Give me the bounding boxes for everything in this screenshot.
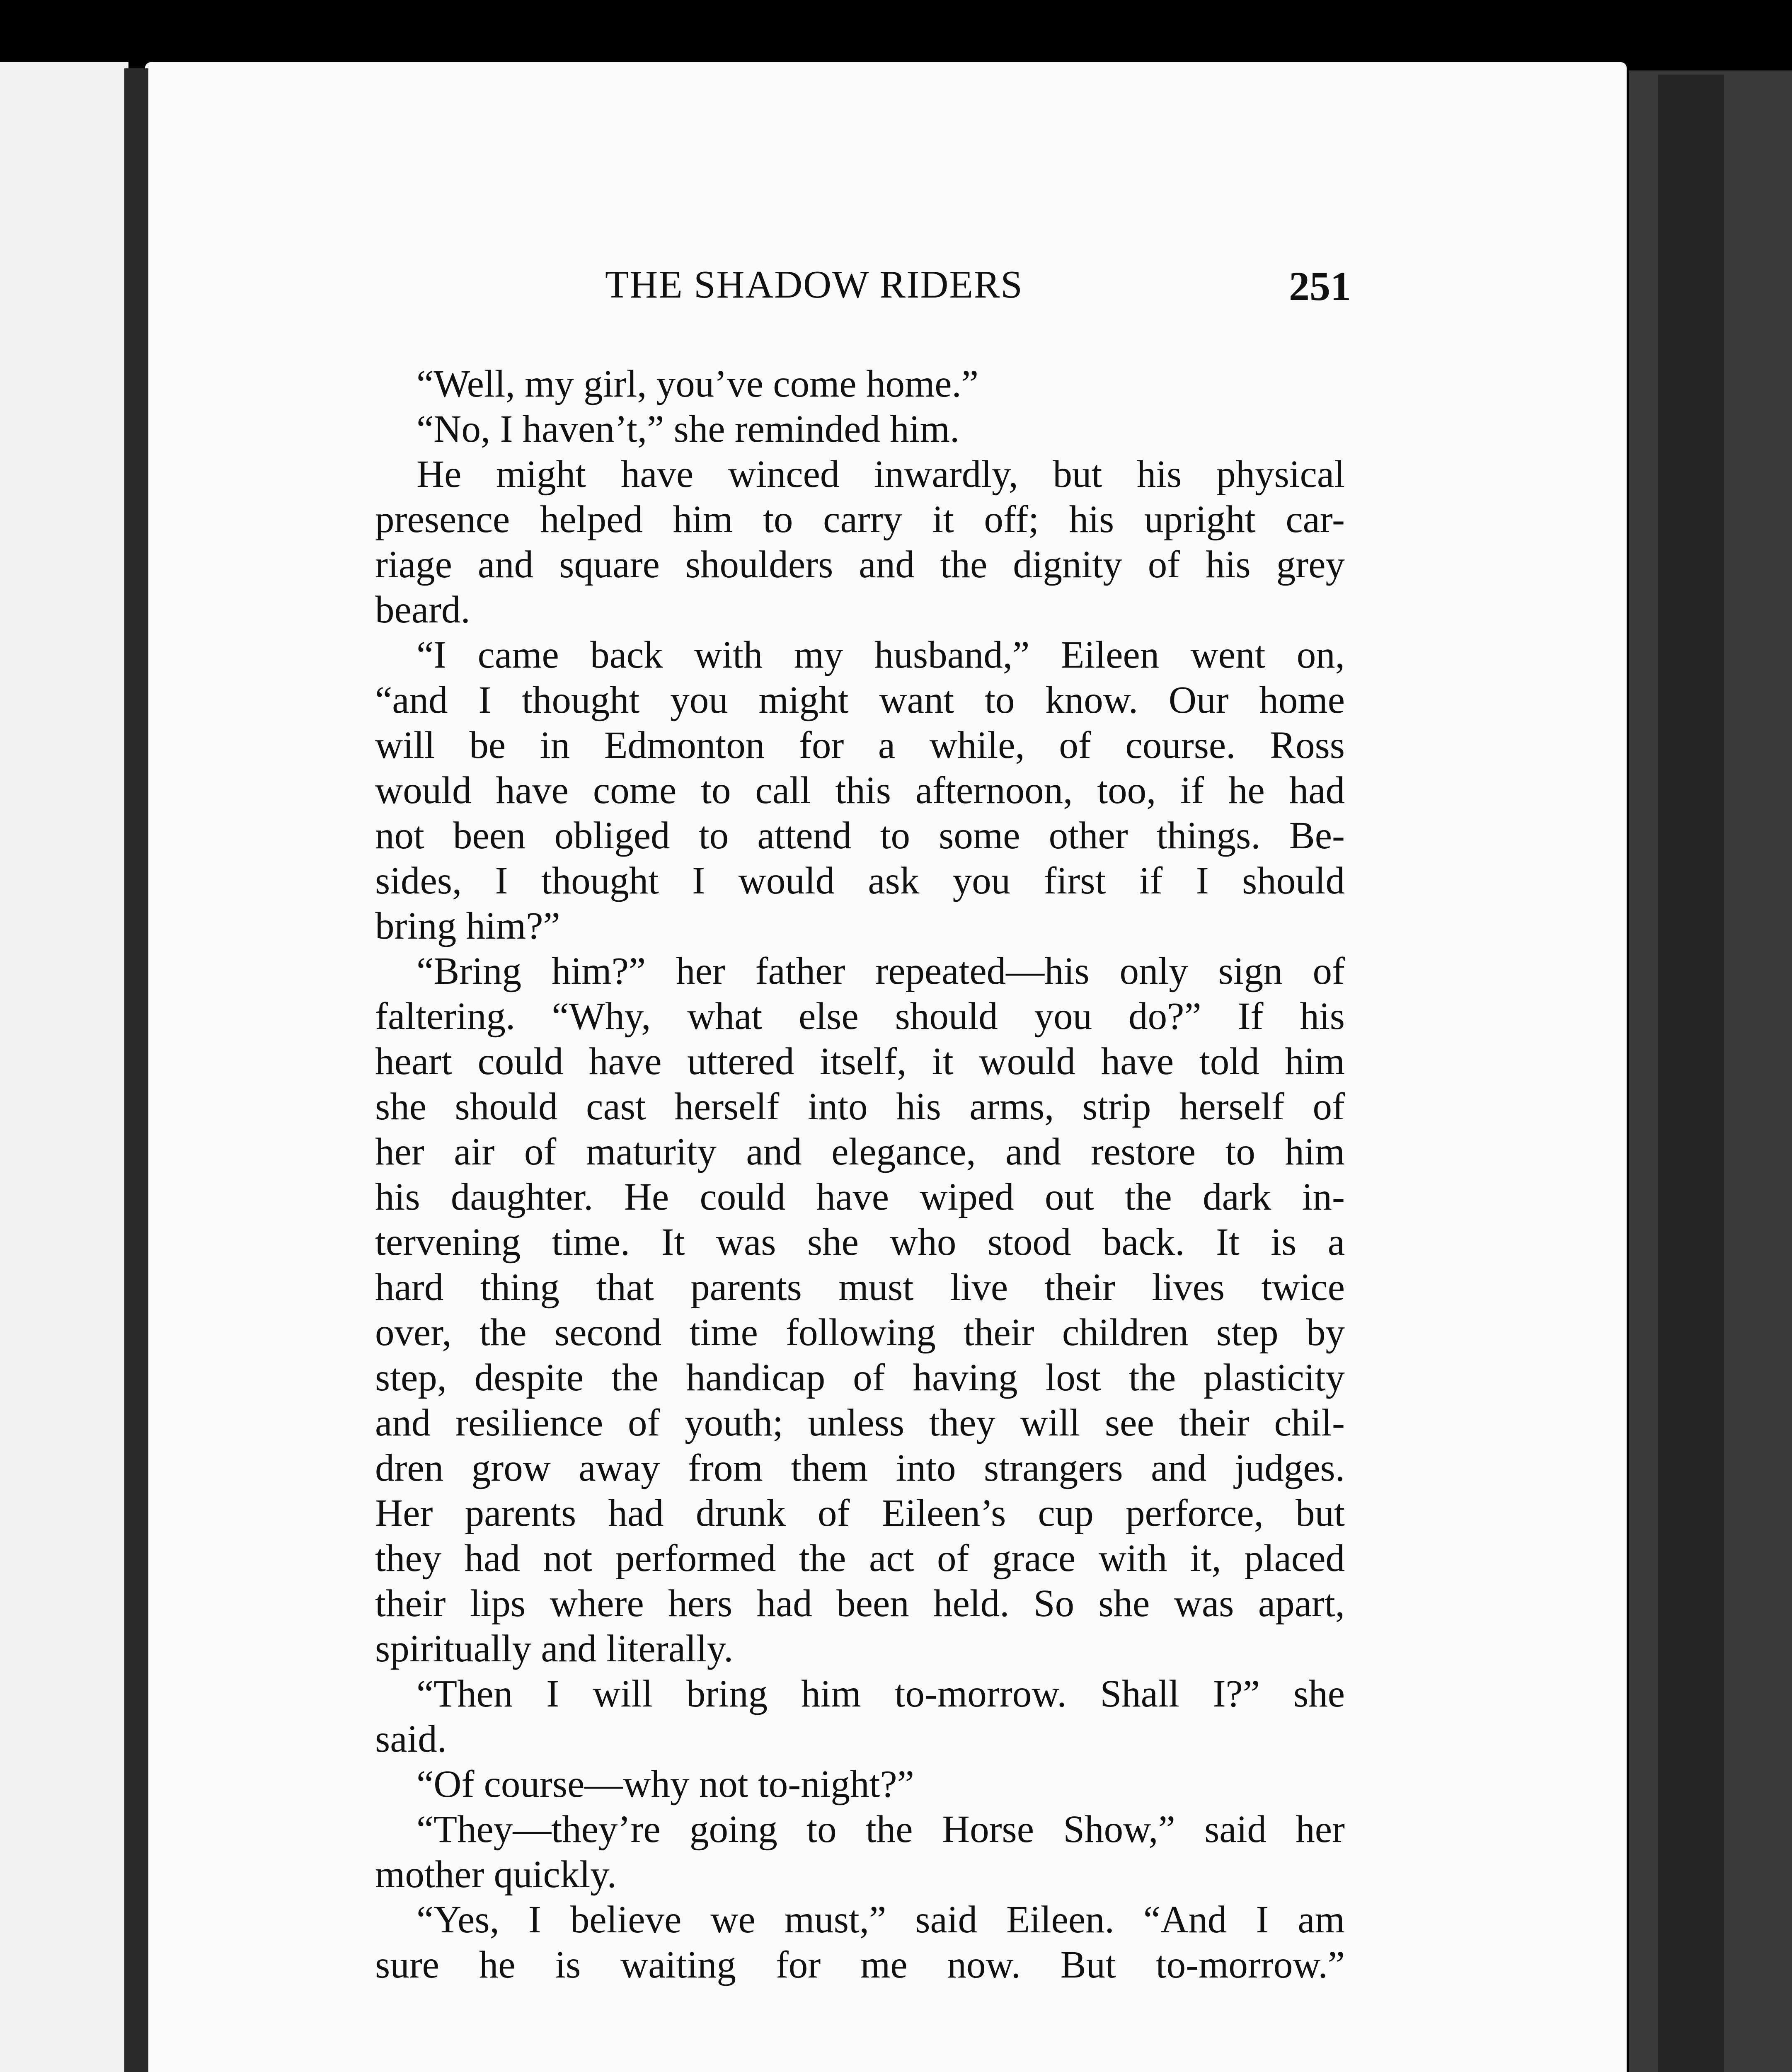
page-number: 251 <box>1289 263 1351 309</box>
text-line: spiritually and literally. <box>375 1627 734 1670</box>
text-line: dren grow away from them into strangers and judges. <box>375 1447 1345 1489</box>
body-text <box>375 361 1345 1987</box>
text-line: sides, I thought I would ask you first if I should <box>375 859 1345 902</box>
text-line: “They—they’re going to the Horse Show,” said her <box>417 1808 1345 1851</box>
text-line: their lips where hers had been held. So she was apart, <box>375 1582 1345 1625</box>
text-line: bring him?” <box>375 905 560 947</box>
text-line: hard thing that parents must live their lives twice <box>375 1266 1345 1309</box>
text-line: mother quickly. <box>375 1853 617 1896</box>
text-line: over, the second time following their children step by <box>375 1311 1345 1354</box>
text-line: she should cast herself into his arms, strip herself of <box>375 1085 1345 1128</box>
text-line: would have come to call this afternoon, too, if he had <box>375 769 1345 812</box>
text-line: her air of maturity and elegance, and restore to him <box>375 1130 1345 1173</box>
text-line: “Of course—why not to-night?” <box>417 1763 914 1806</box>
text-line: presence helped him to carry it off; his upright car- <box>375 498 1345 541</box>
text-line: sure he is waiting for me now. But to-morrow.” <box>375 1944 1345 1986</box>
text-line: “Then I will bring him to-morrow. Shall I?” she <box>417 1673 1345 1715</box>
text-line: Her parents had drunk of Eileen’s cup perforce, but <box>375 1492 1345 1535</box>
text-line: “Yes, I believe we must,” said Eileen. “And I am <box>417 1898 1345 1941</box>
text-line: beard. <box>375 588 470 631</box>
text-line: step, despite the handicap of having lost the plasticity <box>375 1356 1345 1399</box>
text-line: they had not performed the act of grace with it, placed <box>375 1537 1345 1580</box>
text-line: not been obliged to attend to some other things. Be- <box>375 814 1345 857</box>
book-cover-shadow <box>1658 75 1724 2072</box>
text-line: “I came back with my husband,” Eileen went on, <box>417 634 1345 676</box>
facing-page-margin <box>0 62 128 2072</box>
text-line: “No, I haven’t,” she reminded him. <box>417 408 960 450</box>
text-line: “Well, my girl, you’ve come home.” <box>417 363 979 405</box>
text-line: will be in Edmonton for a while, of course. Ross <box>375 724 1345 767</box>
running-head: THE SHADOW RIDERS <box>605 263 1023 306</box>
text-line: “Bring him?” her father repeated—his only sign of <box>417 950 1345 992</box>
text-line: tervening time. It was she who stood back. It is a <box>375 1221 1345 1264</box>
text-line: He might have winced inwardly, but his physical <box>417 453 1345 496</box>
binding-edge <box>124 68 148 2072</box>
text-line: “and I thought you might want to know. Our home <box>375 679 1345 721</box>
scan-top-border <box>0 0 1792 60</box>
text-line: heart could have uttered itself, it would have told him <box>375 1040 1345 1083</box>
text-line: his daughter. He could have wiped out the dark in- <box>375 1176 1345 1218</box>
text-line: riage and square shoulders and the dignity of his grey <box>375 543 1345 586</box>
text-line: and resilience of youth; unless they will see their chil- <box>375 1402 1345 1444</box>
text-line: faltering. “Why, what else should you do?” If his <box>375 995 1345 1038</box>
text-line: said. <box>375 1718 447 1760</box>
